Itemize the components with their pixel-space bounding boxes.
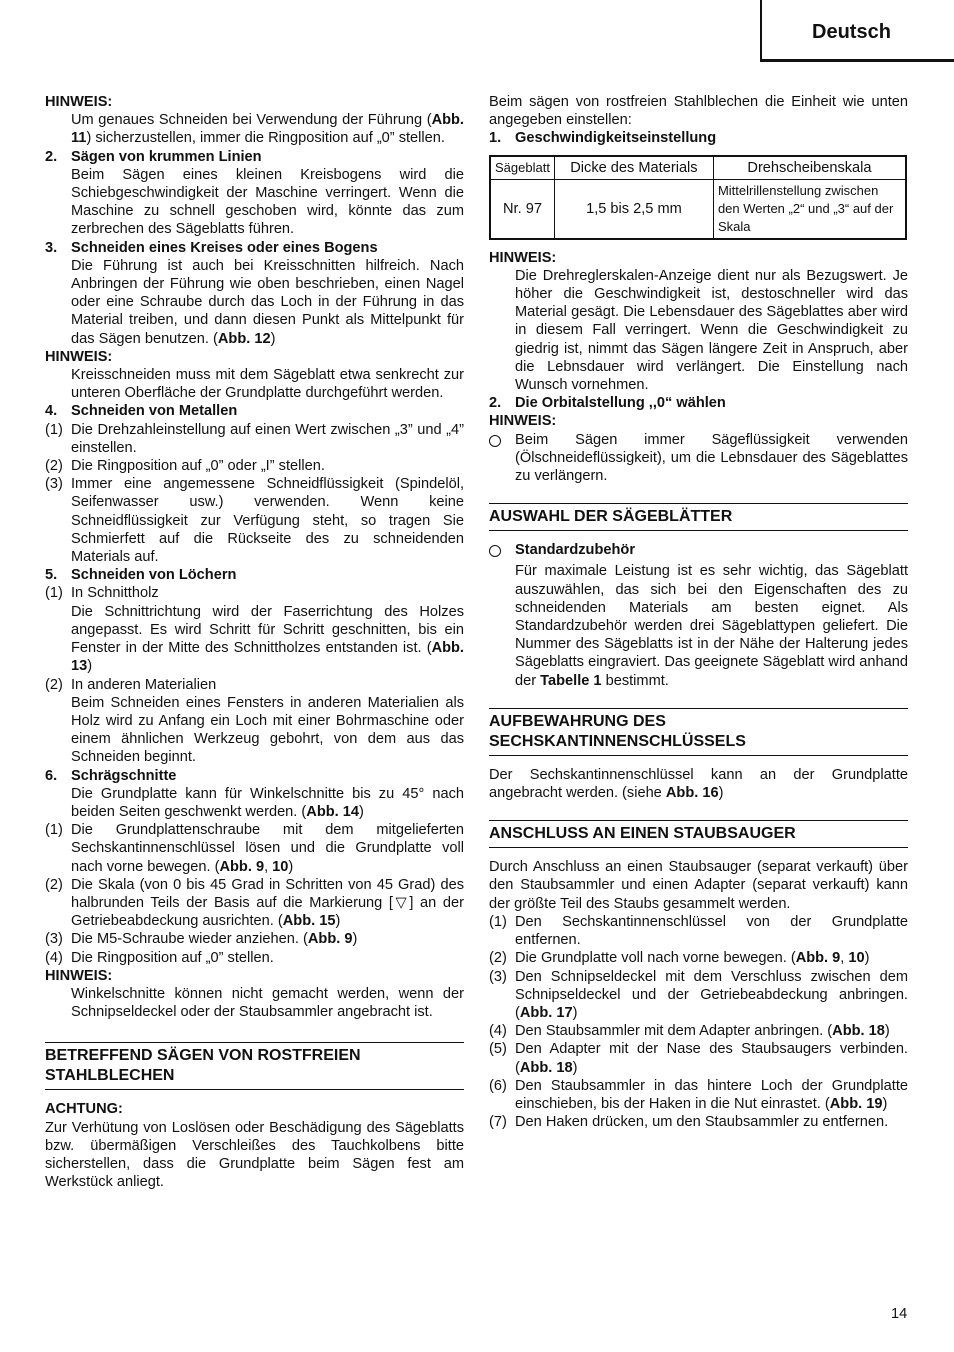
section-number: 2.: [45, 148, 58, 165]
figure-reference: Abb. 18: [832, 1023, 885, 1040]
list-item: [45, 949, 464, 967]
table-header-row: [490, 156, 906, 180]
section-heading-storage: AUFBEWAHRUNG DES SECHSKANTINNENSCHLÜSSELS: [489, 708, 908, 756]
page-number: 14: [891, 1306, 908, 1322]
list-item-number: (4): [489, 1023, 507, 1040]
list-item-text: Die M5-Schraube wieder anziehen. (Abb. 9): [71, 931, 358, 948]
list-item: [45, 821, 464, 876]
list-item-number: (2): [45, 458, 63, 475]
right-column: [489, 93, 908, 1131]
bevel-steps-list: [45, 821, 464, 967]
list-item-text: Den Sechskantinnenschlüssel von der Grundplatte entfernen.: [515, 913, 908, 949]
note-text: Um genaues Schneiden bei Verwendung der Führung (Abb. 11) sicherzustellen, immer die Ringposition auf „0” stellen.: [71, 112, 464, 147]
list-item-text: Die Ringposition auf „0” stellen.: [71, 949, 274, 966]
hole-steps-list: [45, 584, 464, 766]
list-item-number: (2): [45, 676, 63, 693]
list-item-number: (4): [45, 949, 63, 966]
language-tab: [760, 0, 954, 62]
list-item-number: (1): [45, 822, 63, 839]
note-text: Beim Sägen immer Sägeflüssigkeit verwenden (Ölschneideflüssigkeit), um die Lebnsdauer des Sägeblattes zu verlängern.: [515, 431, 908, 485]
paragraph: Der Sechskantinnenschlüssel kann an der Grundplatte angebracht werden. (siehe Abb. 16): [489, 766, 908, 802]
figure-reference: Abb. 16: [665, 785, 719, 802]
list-item-text: Die Grundplatte voll nach vorne bewegen. (Abb. 9, 10): [515, 950, 870, 967]
list-item-number: (5): [489, 1041, 507, 1058]
list-item: [45, 676, 464, 767]
list-item-number: (3): [45, 476, 63, 493]
bullet-circle-icon: [489, 435, 501, 447]
paragraph: Für maximale Leistung ist es sehr wichtig, das Sägeblatt auszuwählen, das sich bei den Eigenschaften des zu schneidenden Materials am besten eignet. Als Standardzubehör werden drei Sägeblattypen geliefert. Die Nummer des Sägeblatts ist in der Nähe der Halterung jedes Sägeblatts eingraviert. Das geeignete Sägeblatt wird anhand der Tabelle 1 bestimmt.: [515, 563, 908, 689]
list-item-number: (1): [45, 585, 63, 602]
left-column: [45, 93, 464, 1191]
paragraph: Die Grundplatte kann für Winkelschnitte bis zu 45° nach beiden Seiten geschwenkt werden. (Abb. 14): [71, 785, 464, 820]
bullet-circle-icon: [489, 545, 501, 557]
list-item-text: Die Drehzahleinstellung auf einen Wert zwischen „3” und „4” einstellen.: [71, 421, 464, 456]
list-item-number: (7): [489, 1114, 507, 1131]
caution-text: Zur Verhütung von Loslösen oder Beschädigung des Sägeblatts bzw. übermäßigen Verschleißes des Tauchkolbens bitte sicherstellen, dass die Grundplatte beim Sägen fest am Werkstück anliegt.: [45, 1119, 464, 1191]
list-item: [45, 475, 464, 566]
figure-reference: 10: [848, 950, 865, 967]
list-item: [489, 1113, 908, 1131]
figure-reference: Abb. 17: [519, 1004, 573, 1021]
list-item-text: Die Grundplattenschraube mit dem mitgelieferten Sechskantinnenschlüssel lösen und die Grundplatte voll nach vorne bewegen. (Abb. 9, 10): [71, 822, 464, 875]
note-label: HINWEIS:: [45, 967, 113, 984]
figure-reference: Abb. 12: [217, 330, 271, 347]
subsection-title: Schneiden von Löchern: [71, 567, 237, 584]
list-item-text: Immer eine angemessene Schneidflüssigkeit (Spindelöl, Seifenwasser usw.) verwenden. Wenn keine Schneidflüssigkeit zur Verfügung steht, so tragen Sie Schmierfett auf die Rückseite des zu schneidenden Materials auf.: [71, 476, 464, 566]
metal-steps-list: [45, 421, 464, 567]
table-cell: 1,5 bis 2,5 mm: [554, 179, 713, 239]
list-item-text: Den Haken drücken, um den Staubsammler zu entfernen.: [515, 1114, 889, 1131]
table-header: Drehscheibenskala: [713, 156, 906, 180]
section-number: 2.: [489, 395, 502, 412]
list-item-text: In anderen Materialien Beim Schneiden eines Fensters in anderen Materialien als Holz wird zu Anfang ein Loch mit einer Bohrmaschine oder einem ähnlichen Werkzeug gebohrt, von dem aus das Schneiden beginnt.: [71, 676, 464, 766]
figure-reference: Abb. 13: [71, 640, 464, 675]
note-text: Die Drehreglerskalen-Anzeige dient nur als Bezugswert. Je höher die Geschwindigkeit ist, destoschneller wird das Material gesägt. Die Lebensdauer des Sägeblattes aber wird in diesem Fall verringert. Wenn die Geschwindigkeit zu giedrig ist, nimmt das Sägen längere Zeit in Anspruch, aber die Lebnsdauer wird verlängert. Die Einstellung nach Wunsch vornehmen.: [515, 267, 908, 394]
subsection-title: Standardzubehör: [515, 542, 635, 559]
list-item: [45, 876, 464, 931]
table-cell: Nr. 97: [490, 179, 554, 239]
vacuum-steps-list: [489, 913, 908, 1131]
list-item-text: Den Staubsammler in das hintere Loch der Grundplatte einschieben, bis der Haken in die Nut einrastet. (Abb. 19): [515, 1077, 908, 1112]
list-item: [489, 1022, 908, 1040]
note-label: HINWEIS:: [45, 348, 113, 365]
figure-reference: Abb. 18: [519, 1059, 573, 1076]
figure-reference: Tabelle 1: [540, 672, 602, 689]
list-item: [45, 930, 464, 948]
list-item-text: Den Schnipseldeckel mit dem Verschluss zwischen dem Schnipseldeckel und der Getriebeabdeckung anbringen. (Abb. 17): [515, 968, 908, 1021]
speed-table: [489, 155, 907, 240]
paragraph: Durch Anschluss an einen Staubsauger (separat verkauft) über den Staubsammler und einen Adapter (separat verkauft) kann der größte Teil des Staubs gesammelt werden.: [489, 859, 908, 912]
list-item: [45, 457, 464, 475]
list-item: [489, 1040, 908, 1076]
table-row: [490, 179, 906, 239]
list-item-number: (3): [45, 931, 63, 948]
section-number: 5.: [45, 567, 58, 584]
section-number: 4.: [45, 403, 58, 420]
section-number: 6.: [45, 767, 58, 784]
figure-reference: 10: [272, 858, 289, 875]
subsection-title: Schneiden von Metallen: [71, 403, 238, 420]
list-item-number: (2): [45, 876, 63, 893]
list-item-text: Den Adapter mit der Nase des Staubsaugers verbinden. (Abb. 18): [515, 1041, 908, 1076]
table-cell: Mittelrillenstellung zwischen den Werten „2“ und „3“ auf der Skala: [713, 179, 906, 239]
section-heading-vacuum: ANSCHLUSS AN EINEN STAUBSAUGER: [489, 820, 908, 848]
subsection-title: Sägen von krummen Linien: [71, 148, 262, 165]
list-item-number: (6): [489, 1077, 507, 1094]
section-number: 1.: [489, 130, 502, 147]
note-text: Kreisschneiden muss mit dem Sägeblatt etwa senkrecht zur unteren Oberfläche der Grundplatte durchgeführt werden.: [71, 367, 464, 402]
note-label: HINWEIS:: [45, 94, 113, 110]
list-item: [489, 913, 908, 949]
list-item: [489, 1077, 908, 1113]
language-label: Deutsch: [812, 21, 891, 43]
note-text: Winkelschnitte können nicht gemacht werden, wenn der Schnipseldeckel oder der Staubsammler angebracht ist.: [71, 985, 464, 1021]
caution-label: ACHTUNG:: [45, 1101, 123, 1118]
list-item-text: Den Staubsammler mit dem Adapter anbringen. (Abb. 18): [515, 1023, 890, 1040]
note-label: HINWEIS:: [489, 249, 557, 266]
list-item-number: (1): [45, 421, 63, 438]
paragraph: Die Führung ist auch bei Kreisschnitten hilfreich. Nach Anbringen der Führung wie oben beschrieben, einen Nagel oder eine Schraube durch das Loch in der Führung in das Material treiben, und dann diesen Punkt als Mittelpunkt für das Sägen benutzen. (Abb. 12): [71, 257, 464, 347]
figure-reference: Abb. 19: [829, 1095, 883, 1112]
figure-reference: Abb. 9: [795, 950, 841, 967]
list-item-text: In Schnittholz Die Schnittrichtung wird der Faserrichtung des Holzes angepasst. Es wird Schritt für Schritt geschnitten, bis ein Fenster in der Mitte des Schnittholzes entstanden ist. (Abb. 13): [71, 585, 464, 675]
paragraph: Beim sägen von rostfreien Stahlblechen die Einheit wie unten angegeben einstellen:: [489, 94, 908, 129]
figure-reference: Abb. 14: [306, 803, 359, 820]
subsection-title: Die Orbitalstellung ,,0“ wählen: [515, 395, 726, 412]
list-item-text: Die Skala (von 0 bis 45 Grad in Schritten von 45 Grad) des halbrunden Teils der Basis auf die Markierung [▽] an der Getriebeabdeckung ausrichten. (Abb. 15): [71, 876, 464, 930]
list-item: [489, 949, 908, 967]
figure-reference: Abb. 9: [307, 931, 353, 948]
list-item: [45, 584, 464, 675]
list-item-heading: In Schnittholz: [71, 585, 159, 602]
section-heading-steel: BETREFFEND SÄGEN VON ROSTFREIEN STAHLBLECHEN: [45, 1042, 464, 1090]
section-number: 3.: [45, 239, 58, 256]
list-item-heading: In anderen Materialien: [71, 676, 217, 693]
subsection-title: Geschwindigkeitseinstellung: [515, 130, 717, 147]
list-item: [489, 968, 908, 1023]
table-header: Sägeblatt: [490, 156, 554, 180]
section-heading-blades: AUSWAHL DER SÄGEBLÄTTER: [489, 503, 908, 531]
note-label: HINWEIS:: [489, 413, 557, 430]
subsection-title: Schrägschnitte: [71, 767, 177, 784]
figure-reference: Abb. 9: [219, 858, 265, 875]
list-item-number: (2): [489, 950, 507, 967]
list-item-text: Die Ringposition auf „0” oder „I” stellen.: [71, 458, 325, 475]
subsection-title: Schneiden eines Kreises oder eines Bogens: [71, 239, 378, 256]
table-header: Dicke des Materials: [554, 156, 713, 180]
list-item: [45, 421, 464, 457]
list-item-number: (1): [489, 913, 507, 930]
paragraph: Beim Sägen eines kleinen Kreisbogens wird die Schiebgeschwindigkeit der Maschine verringert. Wenn die Maschine zu schnell geschoben wird, könnte das zum zerbrechen des Sägeblatts führen.: [71, 166, 464, 238]
list-item-number: (3): [489, 968, 507, 985]
figure-reference: Abb. 11: [71, 112, 464, 147]
figure-reference: Abb. 15: [282, 913, 336, 930]
